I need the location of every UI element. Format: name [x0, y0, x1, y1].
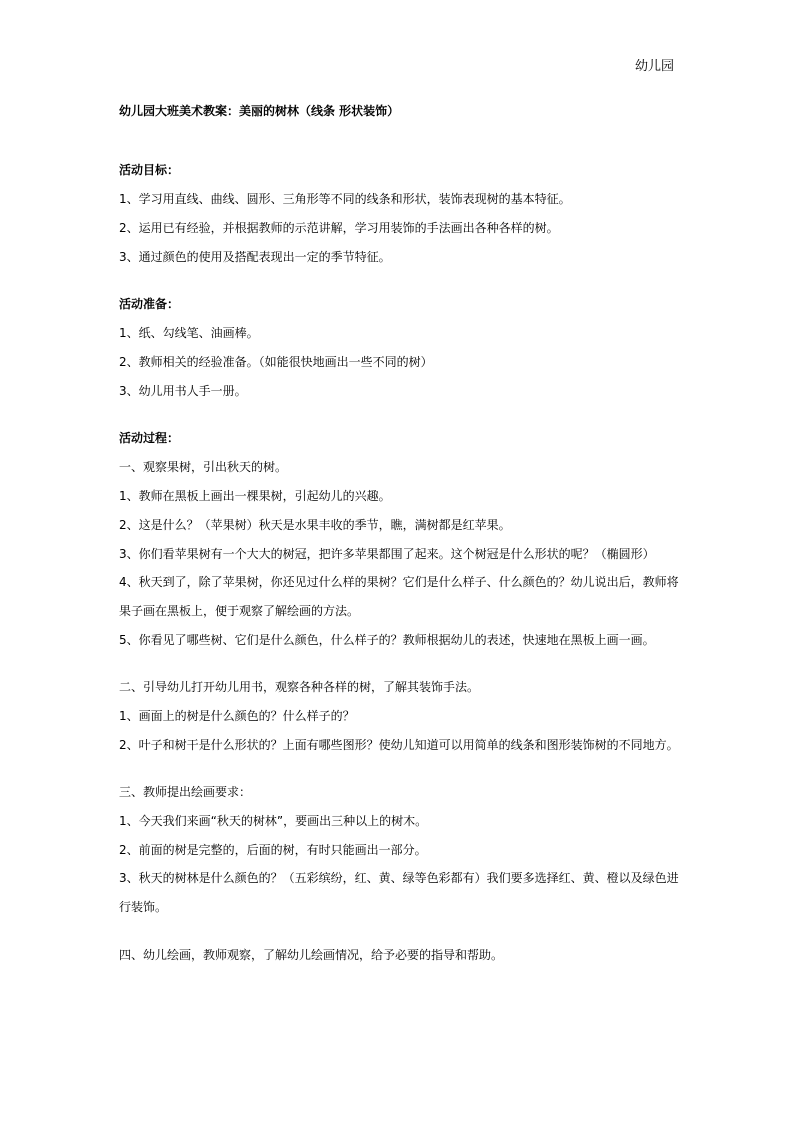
process-part1-item: 1、教师在黑板上画出一棵果树，引起幼儿的兴趣。	[119, 489, 391, 503]
process-part2-item: 1、画面上的树是什么颜色的？什么样子的？	[119, 709, 355, 723]
prep-item: 2、教师相关的经验准备。（如能很快地画出一些不同的树）	[119, 355, 433, 369]
process-part2-item: 2、叶子和树干是什么形状的？上面有哪些图形？使幼儿知道可以用简单的线条和图形装饰树的不同地方。	[119, 738, 679, 752]
process-part1-item: 5、你看见了哪些树、它们是什么颜色，什么样子的？教师根据幼儿的表述，快速地在黑板上画一画。	[119, 633, 655, 647]
prep-heading: 活动准备：	[119, 297, 180, 311]
process-part1-item: 2、这是什么？（苹果树）秋天是水果丰收的季节，瞧，满树都是红苹果。	[119, 518, 511, 532]
process-part1-title: 一、观察果树，引出秋天的树。	[119, 460, 288, 474]
document-body	[119, 102, 689, 964]
process-section	[119, 429, 689, 964]
process-part3-item: 3、秋天的树林是什么颜色的？（五彩缤纷，红、黄、绿等色彩都有）我们要多选择红、黄、橙以及绿色进行装饰。	[119, 871, 679, 914]
goals-section	[119, 161, 689, 266]
process-part1-item: 4、秋天到了，除了苹果树，你还见过什么样的果树？它们是什么样子、什么颜色的？幼儿说出后，教师将果子画在黑板上，便于观察了解绘画的方法。	[119, 575, 679, 618]
prep-item: 3、幼儿用书人手一册。	[119, 384, 247, 398]
process-part2-title: 二、引导幼儿打开幼儿用书，观察各种各样的树，了解其装饰手法。	[119, 680, 480, 694]
process-part3-title: 三、教师提出绘画要求：	[119, 785, 252, 799]
prep-item: 1、纸、勾线笔、油画棒。	[119, 326, 259, 340]
goals-item: 2、运用已有经验，并根据教师的示范讲解，学习用装饰的手法画出各种各样的树。	[119, 221, 559, 235]
page-header-label: 幼儿园	[634, 59, 674, 74]
goals-item: 1、学习用直线、曲线、圆形、三角形等不同的线条和形状，装饰表现树的基本特征。	[119, 192, 571, 206]
process-part4-title: 四、幼儿绘画，教师观察，了解幼儿绘画情况，给予必要的指导和帮助。	[119, 948, 504, 962]
process-part3-item: 1、今天我们来画“秋天的树林”，要画出三种以上的树木。	[119, 814, 428, 828]
process-heading: 活动过程：	[119, 431, 180, 445]
prep-section	[119, 295, 689, 400]
goals-heading: 活动目标：	[119, 163, 180, 177]
process-part1-item: 3、你们看苹果树有一个大大的树冠，把许多苹果都围了起来。这个树冠是什么形状的呢？（椭圆形）	[119, 547, 655, 561]
goals-item: 3、通过颜色的使用及搭配表现出一定的季节特征。	[119, 250, 391, 264]
document-title: 幼儿园大班美术教案：美丽的树林（线条 形状装饰）	[119, 104, 400, 118]
process-part3-item: 2、前面的树是完整的，后面的树，有时只能画出一部分。	[119, 843, 427, 857]
